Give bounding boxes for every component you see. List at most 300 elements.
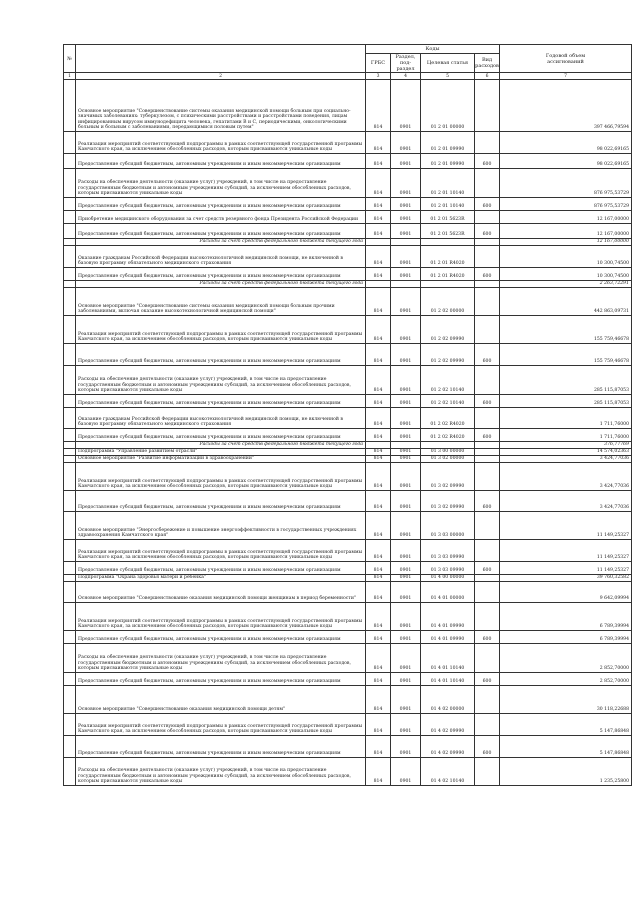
- header-razdel: Раздел, под- раздел: [391, 54, 421, 73]
- row-index: [64, 239, 76, 246]
- row-index: [64, 281, 76, 288]
- row-vid: [475, 316, 500, 344]
- row-index: [64, 575, 76, 582]
- row-vid: 600: [475, 631, 500, 644]
- row-name: Расходы за счет средств федерального бюджета текущего года: [76, 281, 366, 288]
- row-amount: 10 300,74500: [500, 246, 632, 268]
- row-name: Предоставление субсидий бюджетным, автономным учреждениям и иным некоммерческим организациям: [76, 491, 366, 512]
- table-row: [64, 395, 632, 408]
- row-grbs: 814: [366, 512, 391, 540]
- row-razdel: 0901: [391, 686, 421, 714]
- row-razdel: [391, 442, 421, 449]
- row-grbs: 814: [366, 603, 391, 631]
- table-row: [64, 540, 632, 562]
- row-grbs: 814: [366, 491, 391, 512]
- row-amount: 2 263,72291: [500, 281, 632, 288]
- row-razdel: 0901: [391, 562, 421, 575]
- row-vid: [475, 714, 500, 736]
- row-vid: [475, 408, 500, 429]
- row-razdel: 0901: [391, 714, 421, 736]
- row-index: [64, 246, 76, 268]
- row-name: Расходы на обеспечение деятельности (оказание услуг) учреждений, в том числе на предоставление государственным бюджетным и автономным учреждениям субсидий, за исключением обособленных расходов, которым присваиваются уникальные коды: [76, 169, 366, 198]
- row-grbs: 814: [366, 540, 391, 562]
- row-vid: [475, 239, 500, 246]
- row-name: Основное мероприятие "Совершенствование системы оказания медицинской помощи больным при социально-значимых заболеваниях: туберкулезом, с психическими расстройствами и расстройствами поведения, лицам инфицированным вирусом иммунодефицита человека, гепатитами В и С, периодическими, онкологическими больным и больным с заболеваниями, передающимися половым путем": [76, 80, 366, 132]
- row-razdel: 0901: [391, 736, 421, 758]
- row-vid: [475, 169, 500, 198]
- table-row: [64, 429, 632, 442]
- row-name: Основное мероприятие "Энергосбережение и повышение энергоэффективности в государственных учреждениях здравоохранения Камчатского края": [76, 512, 366, 540]
- col-number: 3: [366, 73, 391, 80]
- row-grbs: 814: [366, 736, 391, 758]
- row-grbs: [366, 239, 391, 246]
- row-amount: 1 235,25800: [500, 758, 632, 786]
- table-row: [64, 316, 632, 344]
- row-name: Основное мероприятие "Совершенствование оказания медицинской помощи женщинам в период беременности": [76, 582, 366, 603]
- row-amount: 98 022,69165: [500, 154, 632, 169]
- row-razdel: 0901: [391, 224, 421, 239]
- row-name: Оказание гражданам Российской Федерации высокотехнологичной медицинской помощи, не включенной в базовую программу обязательного медицинского страхования: [76, 246, 366, 268]
- row-csr: 01 2 01 10140: [421, 198, 475, 211]
- row-amount: 3 424,77036: [500, 491, 632, 512]
- row-razdel: 0901: [391, 211, 421, 224]
- row-razdel: [391, 239, 421, 246]
- note-row: [64, 281, 632, 288]
- row-name: Предоставление субсидий бюджетным, автономным учреждениям и иным некоммерческим организациям: [76, 429, 366, 442]
- note-row: [64, 442, 632, 449]
- row-csr: 01 4 02 09990: [421, 736, 475, 758]
- row-csr: 01 3 03 00000: [421, 512, 475, 540]
- table-row: [64, 80, 632, 132]
- table-row: [64, 686, 632, 714]
- row-index: [64, 288, 76, 316]
- row-csr: 01 2 02 09990: [421, 316, 475, 344]
- row-index: [64, 491, 76, 512]
- row-index: [64, 582, 76, 603]
- row-vid: [475, 582, 500, 603]
- row-vid: [475, 449, 500, 456]
- row-vid: [475, 456, 500, 463]
- row-grbs: 814: [366, 449, 391, 456]
- row-grbs: 814: [366, 366, 391, 395]
- row-name: Расходы на обеспечение деятельности (оказание услуг) учреждений, в том числе на предоставление государственным бюджетным и автономным учреждениям субсидий, за исключением обособленных расходов, которым присваиваются уникальные коды: [76, 758, 366, 786]
- row-index: [64, 395, 76, 408]
- row-amount: 12 167,00000: [500, 224, 632, 239]
- row-name: Предоставление субсидий бюджетным, автономным учреждениям и иным некоммерческим организациям: [76, 344, 366, 366]
- row-grbs: [366, 442, 391, 449]
- row-razdel: 0901: [391, 344, 421, 366]
- row-grbs: 814: [366, 758, 391, 786]
- table-row: [64, 408, 632, 429]
- row-index: [64, 132, 76, 154]
- table-row: [64, 644, 632, 673]
- col-number: 4: [391, 73, 421, 80]
- row-grbs: 814: [366, 575, 391, 582]
- row-name: Расходы на обеспечение деятельности (оказание услуг) учреждений, в том числе на предоставление государственным бюджетным и автономным учреждениям субсидий, за исключением обособленных расходов, которым присваиваются уникальные коды: [76, 644, 366, 673]
- row-csr: 01 3 03 09990: [421, 562, 475, 575]
- row-razdel: 0901: [391, 758, 421, 786]
- table-row: [64, 224, 632, 239]
- row-name: Реализация мероприятий соответствующей подпрограммы в рамках соответствующей государственной программы Камчатского края, за исключением обособленных расходов, которым присваиваются уникальные коды: [76, 714, 366, 736]
- row-vid: [475, 281, 500, 288]
- row-csr: 01 3 00 00000: [421, 449, 475, 456]
- row-amount: 1 711,76000: [500, 408, 632, 429]
- row-name: Предоставление субсидий бюджетным, автономным учреждениям и иным некоммерческим организациям: [76, 736, 366, 758]
- row-grbs: 814: [366, 246, 391, 268]
- row-razdel: 0901: [391, 366, 421, 395]
- row-razdel: 0901: [391, 395, 421, 408]
- row-index: [64, 540, 76, 562]
- table-row: [64, 512, 632, 540]
- table-row: [64, 575, 632, 582]
- row-grbs: [366, 281, 391, 288]
- row-vid: 600: [475, 429, 500, 442]
- row-index: [64, 429, 76, 442]
- row-name: Реализация мероприятий соответствующей подпрограммы в рамках соответствующей государственной программы Камчатского края, за исключением обособленных расходов, которым присваиваются уникальные коды: [76, 603, 366, 631]
- row-vid: [475, 366, 500, 395]
- row-amount: 2 852,70000: [500, 644, 632, 673]
- row-amount: 30 118,22688: [500, 686, 632, 714]
- row-index: [64, 673, 76, 686]
- row-amount: 397 466,79594: [500, 80, 632, 132]
- row-razdel: 0901: [391, 132, 421, 154]
- row-csr: 01 2 02 R4020: [421, 408, 475, 429]
- row-amount: 10 300,74500: [500, 268, 632, 281]
- row-razdel: 0901: [391, 673, 421, 686]
- row-index: [64, 198, 76, 211]
- row-index: [64, 268, 76, 281]
- row-vid: 600: [475, 268, 500, 281]
- row-grbs: 814: [366, 463, 391, 491]
- row-razdel: [391, 281, 421, 288]
- row-razdel: 0901: [391, 246, 421, 268]
- row-csr: 01 2 02 10140: [421, 395, 475, 408]
- note-row: [64, 239, 632, 246]
- row-razdel: 0901: [391, 540, 421, 562]
- header-codes: Коды: [366, 45, 500, 54]
- row-csr: 01 2 01 R4020: [421, 246, 475, 268]
- row-csr: 01 4 01 09990: [421, 603, 475, 631]
- table-row: [64, 456, 632, 463]
- row-grbs: 814: [366, 224, 391, 239]
- table-row: [64, 246, 632, 268]
- row-grbs: 814: [366, 344, 391, 366]
- row-razdel: 0901: [391, 80, 421, 132]
- row-grbs: 814: [366, 408, 391, 429]
- col-number: 6: [475, 73, 500, 80]
- table-row: [64, 631, 632, 644]
- row-csr: 01 2 01 09990: [421, 154, 475, 169]
- col-number: 1: [64, 73, 76, 80]
- row-index: [64, 80, 76, 132]
- row-amount: 442 863,09731: [500, 288, 632, 316]
- col-number: 5: [421, 73, 475, 80]
- budget-table: [63, 44, 632, 786]
- row-vid: 600: [475, 562, 500, 575]
- row-index: [64, 603, 76, 631]
- row-name: Реализация мероприятий соответствующей подпрограммы в рамках соответствующей государственной программы Камчатского края, за исключением обособленных расходов, которым присваиваются уникальные коды: [76, 132, 366, 154]
- row-razdel: 0901: [391, 288, 421, 316]
- header-vid: Вид расходов: [475, 54, 500, 73]
- row-amount: 285 115,87053: [500, 366, 632, 395]
- row-name: Расходы на обеспечение деятельности (оказание услуг) учреждений, в том числе на предоставление государственным бюджетным и автономным учреждениям субсидий, за исключением обособленных расходов, которым присваиваются уникальные коды: [76, 366, 366, 395]
- row-razdel: 0901: [391, 198, 421, 211]
- row-grbs: 814: [366, 80, 391, 132]
- row-index: [64, 512, 76, 540]
- row-amount: 39 760,32582: [500, 575, 632, 582]
- row-name: Предоставление субсидий бюджетным, автономным учреждениям и иным некоммерческим организациям: [76, 268, 366, 281]
- row-amount: 155 759,46678: [500, 344, 632, 366]
- row-vid: [475, 686, 500, 714]
- row-grbs: 814: [366, 582, 391, 603]
- row-amount: 155 759,46678: [500, 316, 632, 344]
- header-csr: Целевая статья: [421, 54, 475, 73]
- row-amount: 2 852,70000: [500, 673, 632, 686]
- row-name: Основное мероприятие "Совершенствование системы оказания медицинской помощи больным прочими заболеваниями, включая оказание высокотехнологичной медицинской помощи": [76, 288, 366, 316]
- row-csr: 01 4 01 09990: [421, 631, 475, 644]
- row-vid: 600: [475, 673, 500, 686]
- row-csr: [421, 442, 475, 449]
- row-amount: 3 424,77036: [500, 456, 632, 463]
- row-name: Реализация мероприятий соответствующей подпрограммы в рамках соответствующей государственной программы Камчатского края, за исключением обособленных расходов, которым присваиваются уникальные коды: [76, 540, 366, 562]
- row-vid: [475, 603, 500, 631]
- row-csr: 01 2 02 R4020: [421, 429, 475, 442]
- row-csr: 01 3 03 09990: [421, 540, 475, 562]
- row-index: [64, 456, 76, 463]
- row-vid: [475, 644, 500, 673]
- row-vid: 600: [475, 491, 500, 512]
- row-index: [64, 344, 76, 366]
- table-row: [64, 714, 632, 736]
- table-row: [64, 449, 632, 456]
- row-razdel: 0901: [391, 603, 421, 631]
- row-vid: [475, 575, 500, 582]
- row-index: [64, 714, 76, 736]
- row-vid: 600: [475, 344, 500, 366]
- row-amount: 11 149,25327: [500, 540, 632, 562]
- row-grbs: 814: [366, 132, 391, 154]
- row-index: [64, 463, 76, 491]
- row-razdel: 0901: [391, 491, 421, 512]
- row-name: Подпрограмма "Охрана здоровья матери и ребенка": [76, 575, 366, 582]
- row-amount: 9 642,09994: [500, 582, 632, 603]
- row-name: Расходы за счет средств федерального бюджета текущего года: [76, 239, 366, 246]
- row-razdel: 0901: [391, 644, 421, 673]
- table-row: [64, 132, 632, 154]
- row-grbs: 814: [366, 631, 391, 644]
- row-amount: 5 147,86848: [500, 714, 632, 736]
- row-index: [64, 169, 76, 198]
- row-name: Приобретение медицинского оборудования за счет средств резервного фонда Президента Российской Федерации: [76, 211, 366, 224]
- row-name: Подпрограмма "Управление развитием отрасли": [76, 449, 366, 456]
- row-grbs: 814: [366, 211, 391, 224]
- row-name: Оказание гражданам Российской Федерации высокотехнологичной медицинской помощи, не включенной в базовую программу обязательного медицинского страхования: [76, 408, 366, 429]
- row-name: Основное мероприятие "Совершенствование оказания медицинской помощи детям": [76, 686, 366, 714]
- row-amount: 3 424,77036: [500, 463, 632, 491]
- row-grbs: 814: [366, 268, 391, 281]
- row-razdel: 0901: [391, 456, 421, 463]
- table-row: [64, 268, 632, 281]
- row-razdel: 0901: [391, 463, 421, 491]
- row-csr: 01 2 01 R4020: [421, 268, 475, 281]
- row-amount: 5 147,86848: [500, 736, 632, 758]
- row-vid: [475, 512, 500, 540]
- row-vid: [475, 442, 500, 449]
- row-name: Предоставление субсидий бюджетным, автономным учреждениям и иным некоммерческим организациям: [76, 198, 366, 211]
- row-vid: [475, 80, 500, 132]
- row-amount: 876 975,53729: [500, 169, 632, 198]
- row-name: Предоставление субсидий бюджетным, автономным учреждениям и иным некоммерческим организациям: [76, 562, 366, 575]
- row-index: [64, 644, 76, 673]
- row-csr: [421, 281, 475, 288]
- row-razdel: 0901: [391, 429, 421, 442]
- row-vid: 600: [475, 198, 500, 211]
- row-csr: 01 3 02 09990: [421, 491, 475, 512]
- header-num: №: [64, 45, 76, 73]
- row-csr: 01 2 02 09990: [421, 344, 475, 366]
- row-amount: 6 789,39994: [500, 631, 632, 644]
- row-vid: [475, 758, 500, 786]
- row-grbs: 814: [366, 316, 391, 344]
- row-index: [64, 736, 76, 758]
- row-csr: 01 4 01 10140: [421, 644, 475, 673]
- row-amount: 6 789,39994: [500, 603, 632, 631]
- row-csr: 01 3 02 09990: [421, 463, 475, 491]
- row-amount: 12 167,00000: [500, 211, 632, 224]
- row-csr: 01 2 01 09990: [421, 132, 475, 154]
- row-grbs: 814: [366, 562, 391, 575]
- row-razdel: 0901: [391, 316, 421, 344]
- row-name: Предоставление субсидий бюджетным, автономным учреждениям и иным некоммерческим организациям: [76, 673, 366, 686]
- row-csr: 01 3 02 00000: [421, 456, 475, 463]
- row-grbs: 814: [366, 154, 391, 169]
- row-index: [64, 562, 76, 575]
- row-index: [64, 211, 76, 224]
- budget-rows: [64, 80, 632, 786]
- header-amount: Годовой объем ассигнований: [500, 45, 632, 73]
- row-vid: 600: [475, 224, 500, 239]
- row-name: Реализация мероприятий соответствующей подпрограммы в рамках соответствующей государственной программы Камчатского края, за исключением обособленных расходов, которым присваиваются уникальные коды: [76, 316, 366, 344]
- row-csr: 01 2 02 00000: [421, 288, 475, 316]
- row-amount: 98 022,69165: [500, 132, 632, 154]
- table-row: [64, 344, 632, 366]
- row-vid: [475, 246, 500, 268]
- row-vid: [475, 288, 500, 316]
- column-numbers-row: [64, 73, 632, 80]
- row-csr: 01 4 00 00000: [421, 575, 475, 582]
- row-csr: 01 4 01 00000: [421, 582, 475, 603]
- row-index: [64, 442, 76, 449]
- row-grbs: 814: [366, 429, 391, 442]
- row-csr: 01 4 02 00000: [421, 686, 475, 714]
- row-csr: 01 2 02 10140: [421, 366, 475, 395]
- row-csr: 01 4 01 10140: [421, 673, 475, 686]
- header-name: [76, 45, 366, 73]
- row-vid: 600: [475, 154, 500, 169]
- row-grbs: 814: [366, 673, 391, 686]
- row-name: Предоставление субсидий бюджетным, автономным учреждениям и иным некоммерческим организациям: [76, 224, 366, 239]
- table-row: [64, 582, 632, 603]
- row-razdel: 0901: [391, 575, 421, 582]
- budget-sheet: [63, 44, 632, 786]
- row-amount: 11 149,25327: [500, 562, 632, 575]
- row-razdel: 0901: [391, 268, 421, 281]
- header-grbs: ГРБС: [366, 54, 391, 73]
- row-name: Предоставление субсидий бюджетным, автономным учреждениям и иным некоммерческим организациям: [76, 631, 366, 644]
- row-csr: 01 2 01 5623R: [421, 224, 475, 239]
- table-row: [64, 758, 632, 786]
- row-index: [64, 631, 76, 644]
- row-name: Предоставление субсидий бюджетным, автономным учреждениям и иным некоммерческим организациям: [76, 154, 366, 169]
- row-index: [64, 224, 76, 239]
- col-number: 7: [500, 73, 632, 80]
- table-row: [64, 366, 632, 395]
- table-row: [64, 154, 632, 169]
- row-csr: 01 2 01 10140: [421, 169, 475, 198]
- row-amount: 1 711,76000: [500, 429, 632, 442]
- row-csr: 01 2 01 00000: [421, 80, 475, 132]
- table-row: [64, 736, 632, 758]
- row-index: [64, 154, 76, 169]
- row-index: [64, 449, 76, 456]
- table-row: [64, 562, 632, 575]
- row-razdel: 0901: [391, 408, 421, 429]
- table-row: [64, 673, 632, 686]
- row-amount: 285 115,87053: [500, 395, 632, 408]
- row-name: Основное мероприятие "Развитие информатизации в здравоохранении": [76, 456, 366, 463]
- row-grbs: 814: [366, 288, 391, 316]
- row-grbs: 814: [366, 714, 391, 736]
- table-row: [64, 491, 632, 512]
- row-name: Предоставление субсидий бюджетным, автономным учреждениям и иным некоммерческим организациям: [76, 395, 366, 408]
- row-vid: [475, 463, 500, 491]
- row-grbs: 814: [366, 644, 391, 673]
- row-index: [64, 408, 76, 429]
- row-vid: 600: [475, 736, 500, 758]
- row-name: Расходы за счет средств федерального бюджета текущего года: [76, 442, 366, 449]
- row-amount: 12 167,00000: [500, 239, 632, 246]
- table-row: [64, 198, 632, 211]
- table-row: [64, 463, 632, 491]
- row-amount: 376,77769: [500, 442, 632, 449]
- row-grbs: 814: [366, 198, 391, 211]
- table-row: [64, 603, 632, 631]
- row-razdel: 0901: [391, 512, 421, 540]
- row-grbs: 814: [366, 456, 391, 463]
- row-razdel: 0901: [391, 631, 421, 644]
- row-vid: [475, 211, 500, 224]
- row-index: [64, 686, 76, 714]
- row-amount: 14 574,02363: [500, 449, 632, 456]
- row-index: [64, 316, 76, 344]
- row-amount: 876 975,53729: [500, 198, 632, 211]
- row-vid: [475, 132, 500, 154]
- table-row: [64, 211, 632, 224]
- row-razdel: 0901: [391, 582, 421, 603]
- row-grbs: 814: [366, 395, 391, 408]
- row-razdel: 0901: [391, 449, 421, 456]
- row-index: [64, 366, 76, 395]
- table-row: [64, 169, 632, 198]
- row-name: Реализация мероприятий соответствующей подпрограммы в рамках соответствующей государственной программы Камчатского края, за исключением обособленных расходов, которым присваиваются уникальные коды: [76, 463, 366, 491]
- table-row: [64, 288, 632, 316]
- row-vid: [475, 540, 500, 562]
- row-csr: [421, 239, 475, 246]
- row-razdel: 0901: [391, 154, 421, 169]
- row-razdel: 0901: [391, 169, 421, 198]
- row-amount: 11 149,25327: [500, 512, 632, 540]
- row-csr: 01 4 02 10140: [421, 758, 475, 786]
